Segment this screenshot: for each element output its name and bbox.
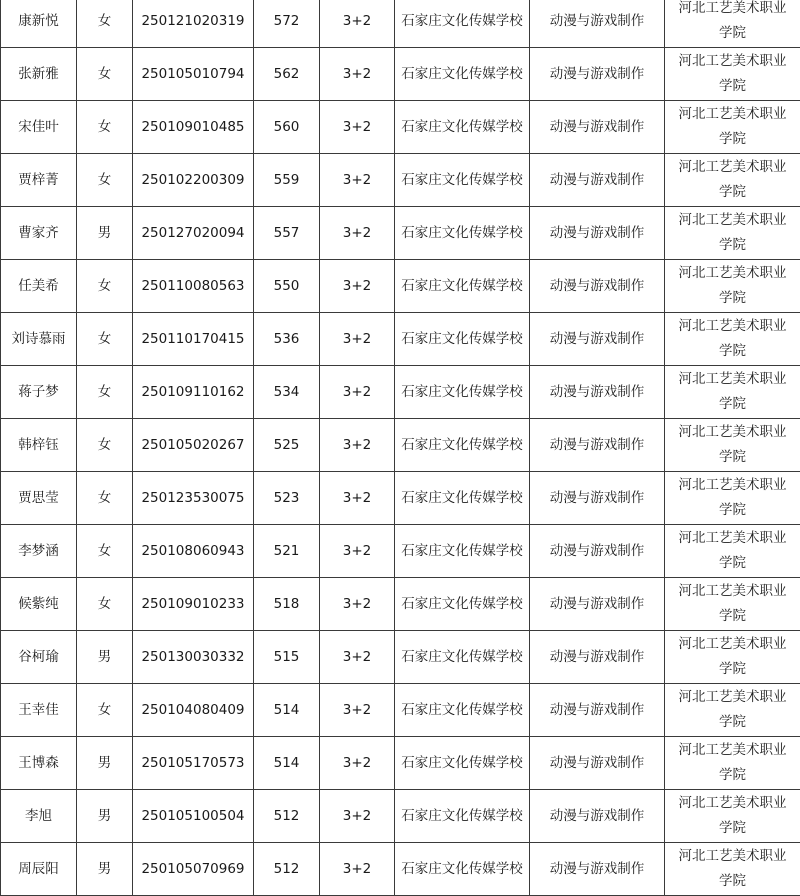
score-cell: 514: [254, 737, 320, 790]
major-cell: 动漫与游戏制作: [530, 101, 665, 154]
college-name-line: 河北工艺美术职业: [665, 314, 800, 339]
score-cell: 536: [254, 313, 320, 366]
score-cell: 515: [254, 631, 320, 684]
table-row: [1, 154, 800, 207]
secondary-school-cell: 石家庄文化传媒学校: [395, 525, 530, 578]
secondary-school-cell: 石家庄文化传媒学校: [395, 260, 530, 313]
program-cell: 3+2: [320, 366, 395, 419]
program-cell: 3+2: [320, 472, 395, 525]
table-row: [1, 366, 800, 419]
college-name-line: 学院: [665, 763, 800, 788]
college-name-line: 学院: [665, 392, 800, 417]
secondary-school-cell: 石家庄文化传媒学校: [395, 737, 530, 790]
college-cell: [665, 737, 800, 790]
exam-id-cell: 250121020319: [133, 0, 254, 48]
college-name-line: 河北工艺美术职业: [665, 261, 800, 286]
exam-id-cell: 250109110162: [133, 366, 254, 419]
score-cell: 550: [254, 260, 320, 313]
college-cell: [665, 366, 800, 419]
table-row: [1, 790, 800, 843]
student-name-cell: 刘诗慕雨: [1, 313, 77, 366]
major-cell: 动漫与游戏制作: [530, 525, 665, 578]
program-cell: 3+2: [320, 260, 395, 313]
college-cell: [665, 790, 800, 843]
student-name-cell: 王博森: [1, 737, 77, 790]
gender-cell: 男: [77, 843, 133, 896]
college-name-line: 河北工艺美术职业: [665, 0, 800, 21]
gender-cell: 女: [77, 366, 133, 419]
college-name-line: 学院: [665, 445, 800, 470]
gender-cell: 女: [77, 525, 133, 578]
exam-id-cell: 250102200309: [133, 154, 254, 207]
college-name-line: 河北工艺美术职业: [665, 685, 800, 710]
program-cell: 3+2: [320, 578, 395, 631]
college-name-line: 学院: [665, 127, 800, 152]
table-row: [1, 260, 800, 313]
college-cell: [665, 101, 800, 154]
table-row: [1, 419, 800, 472]
college-name-line: 河北工艺美术职业: [665, 102, 800, 127]
secondary-school-cell: 石家庄文化传媒学校: [395, 366, 530, 419]
college-name-line: 河北工艺美术职业: [665, 791, 800, 816]
table-row: [1, 313, 800, 366]
score-cell: 512: [254, 843, 320, 896]
program-cell: 3+2: [320, 48, 395, 101]
table-row: [1, 48, 800, 101]
score-cell: 521: [254, 525, 320, 578]
score-cell: 557: [254, 207, 320, 260]
college-cell: [665, 472, 800, 525]
secondary-school-cell: 石家庄文化传媒学校: [395, 684, 530, 737]
exam-id-cell: 250105010794: [133, 48, 254, 101]
score-cell: 512: [254, 790, 320, 843]
table-row: [1, 684, 800, 737]
exam-id-cell: 250130030332: [133, 631, 254, 684]
gender-cell: 女: [77, 154, 133, 207]
program-cell: 3+2: [320, 154, 395, 207]
program-cell: 3+2: [320, 101, 395, 154]
college-name-line: 学院: [665, 604, 800, 629]
program-cell: 3+2: [320, 790, 395, 843]
secondary-school-cell: 石家庄文化传媒学校: [395, 472, 530, 525]
table-row: [1, 0, 800, 48]
major-cell: 动漫与游戏制作: [530, 419, 665, 472]
program-cell: 3+2: [320, 207, 395, 260]
secondary-school-cell: 石家庄文化传媒学校: [395, 154, 530, 207]
major-cell: 动漫与游戏制作: [530, 790, 665, 843]
college-name-line: 学院: [665, 710, 800, 735]
program-cell: 3+2: [320, 737, 395, 790]
student-name-cell: 任美希: [1, 260, 77, 313]
student-name-cell: 曹家齐: [1, 207, 77, 260]
college-name-line: 学院: [665, 339, 800, 364]
program-cell: 3+2: [320, 525, 395, 578]
college-name-line: 河北工艺美术职业: [665, 738, 800, 763]
score-cell: 559: [254, 154, 320, 207]
college-cell: [665, 684, 800, 737]
program-cell: 3+2: [320, 684, 395, 737]
college-name-line: 河北工艺美术职业: [665, 155, 800, 180]
program-cell: 3+2: [320, 0, 395, 48]
student-name-cell: 李梦涵: [1, 525, 77, 578]
table-row: [1, 631, 800, 684]
table-row: [1, 578, 800, 631]
college-name-line: 河北工艺美术职业: [665, 420, 800, 445]
college-name-line: 河北工艺美术职业: [665, 208, 800, 233]
gender-cell: 女: [77, 684, 133, 737]
secondary-school-cell: 石家庄文化传媒学校: [395, 843, 530, 896]
major-cell: 动漫与游戏制作: [530, 737, 665, 790]
major-cell: 动漫与游戏制作: [530, 366, 665, 419]
table-row: [1, 101, 800, 154]
score-cell: 560: [254, 101, 320, 154]
student-name-cell: 王幸佳: [1, 684, 77, 737]
gender-cell: 男: [77, 790, 133, 843]
college-cell: [665, 631, 800, 684]
program-cell: 3+2: [320, 419, 395, 472]
college-cell: [665, 207, 800, 260]
college-cell: [665, 843, 800, 896]
college-cell: [665, 578, 800, 631]
table-row: [1, 472, 800, 525]
college-cell: [665, 0, 800, 48]
student-name-cell: 康新悦: [1, 0, 77, 48]
secondary-school-cell: 石家庄文化传媒学校: [395, 790, 530, 843]
college-name-line: 学院: [665, 21, 800, 46]
college-name-line: 河北工艺美术职业: [665, 367, 800, 392]
score-cell: 562: [254, 48, 320, 101]
table-row: [1, 843, 800, 896]
major-cell: 动漫与游戏制作: [530, 48, 665, 101]
college-name-line: 学院: [665, 657, 800, 682]
gender-cell: 男: [77, 631, 133, 684]
program-cell: 3+2: [320, 631, 395, 684]
score-cell: 534: [254, 366, 320, 419]
gender-cell: 女: [77, 472, 133, 525]
college-name-line: 学院: [665, 551, 800, 576]
gender-cell: 男: [77, 737, 133, 790]
exam-id-cell: 250110170415: [133, 313, 254, 366]
secondary-school-cell: 石家庄文化传媒学校: [395, 101, 530, 154]
secondary-school-cell: 石家庄文化传媒学校: [395, 48, 530, 101]
major-cell: 动漫与游戏制作: [530, 684, 665, 737]
score-cell: 525: [254, 419, 320, 472]
student-name-cell: 谷柯瑜: [1, 631, 77, 684]
college-name-line: 河北工艺美术职业: [665, 526, 800, 551]
student-name-cell: 宋佳叶: [1, 101, 77, 154]
score-cell: 572: [254, 0, 320, 48]
student-name-cell: 周辰阳: [1, 843, 77, 896]
program-cell: 3+2: [320, 313, 395, 366]
college-name-line: 学院: [665, 286, 800, 311]
student-name-cell: 候紫纯: [1, 578, 77, 631]
major-cell: 动漫与游戏制作: [530, 0, 665, 48]
college-cell: [665, 48, 800, 101]
college-cell: [665, 525, 800, 578]
gender-cell: 女: [77, 0, 133, 48]
gender-cell: 女: [77, 578, 133, 631]
gender-cell: 女: [77, 48, 133, 101]
table-row: [1, 737, 800, 790]
student-name-cell: 李旭: [1, 790, 77, 843]
exam-id-cell: 250109010233: [133, 578, 254, 631]
score-cell: 523: [254, 472, 320, 525]
major-cell: 动漫与游戏制作: [530, 313, 665, 366]
exam-id-cell: 250104080409: [133, 684, 254, 737]
gender-cell: 女: [77, 419, 133, 472]
gender-cell: 女: [77, 260, 133, 313]
college-cell: [665, 313, 800, 366]
major-cell: 动漫与游戏制作: [530, 472, 665, 525]
major-cell: 动漫与游戏制作: [530, 154, 665, 207]
major-cell: 动漫与游戏制作: [530, 207, 665, 260]
roster-body: [1, 0, 800, 896]
exam-id-cell: 250108060943: [133, 525, 254, 578]
major-cell: 动漫与游戏制作: [530, 631, 665, 684]
college-name-line: 学院: [665, 74, 800, 99]
gender-cell: 女: [77, 101, 133, 154]
exam-id-cell: 250105100504: [133, 790, 254, 843]
exam-id-cell: 250109010485: [133, 101, 254, 154]
student-name-cell: 贾思莹: [1, 472, 77, 525]
secondary-school-cell: 石家庄文化传媒学校: [395, 419, 530, 472]
college-name-line: 河北工艺美术职业: [665, 579, 800, 604]
college-name-line: 河北工艺美术职业: [665, 632, 800, 657]
exam-id-cell: 250105170573: [133, 737, 254, 790]
college-name-line: 学院: [665, 233, 800, 258]
college-name-line: 河北工艺美术职业: [665, 844, 800, 869]
secondary-school-cell: 石家庄文化传媒学校: [395, 0, 530, 48]
college-cell: [665, 260, 800, 313]
exam-id-cell: 250123530075: [133, 472, 254, 525]
student-name-cell: 张新雅: [1, 48, 77, 101]
gender-cell: 男: [77, 207, 133, 260]
exam-id-cell: 250105070969: [133, 843, 254, 896]
score-cell: 514: [254, 684, 320, 737]
table-row: [1, 207, 800, 260]
student-name-cell: 蒋子梦: [1, 366, 77, 419]
college-name-line: 学院: [665, 816, 800, 841]
major-cell: 动漫与游戏制作: [530, 260, 665, 313]
exam-id-cell: 250110080563: [133, 260, 254, 313]
gender-cell: 女: [77, 313, 133, 366]
score-cell: 518: [254, 578, 320, 631]
major-cell: 动漫与游戏制作: [530, 843, 665, 896]
program-cell: 3+2: [320, 843, 395, 896]
major-cell: 动漫与游戏制作: [530, 578, 665, 631]
exam-id-cell: 250105020267: [133, 419, 254, 472]
student-name-cell: 贾梓菁: [1, 154, 77, 207]
exam-id-cell: 250127020094: [133, 207, 254, 260]
student-name-cell: 韩梓钰: [1, 419, 77, 472]
college-cell: [665, 154, 800, 207]
secondary-school-cell: 石家庄文化传媒学校: [395, 631, 530, 684]
secondary-school-cell: 石家庄文化传媒学校: [395, 578, 530, 631]
table-row: [1, 525, 800, 578]
college-name-line: 河北工艺美术职业: [665, 49, 800, 74]
secondary-school-cell: 石家庄文化传媒学校: [395, 313, 530, 366]
college-name-line: 河北工艺美术职业: [665, 473, 800, 498]
college-cell: [665, 419, 800, 472]
college-name-line: 学院: [665, 869, 800, 894]
college-name-line: 学院: [665, 180, 800, 205]
college-name-line: 学院: [665, 498, 800, 523]
secondary-school-cell: 石家庄文化传媒学校: [395, 207, 530, 260]
